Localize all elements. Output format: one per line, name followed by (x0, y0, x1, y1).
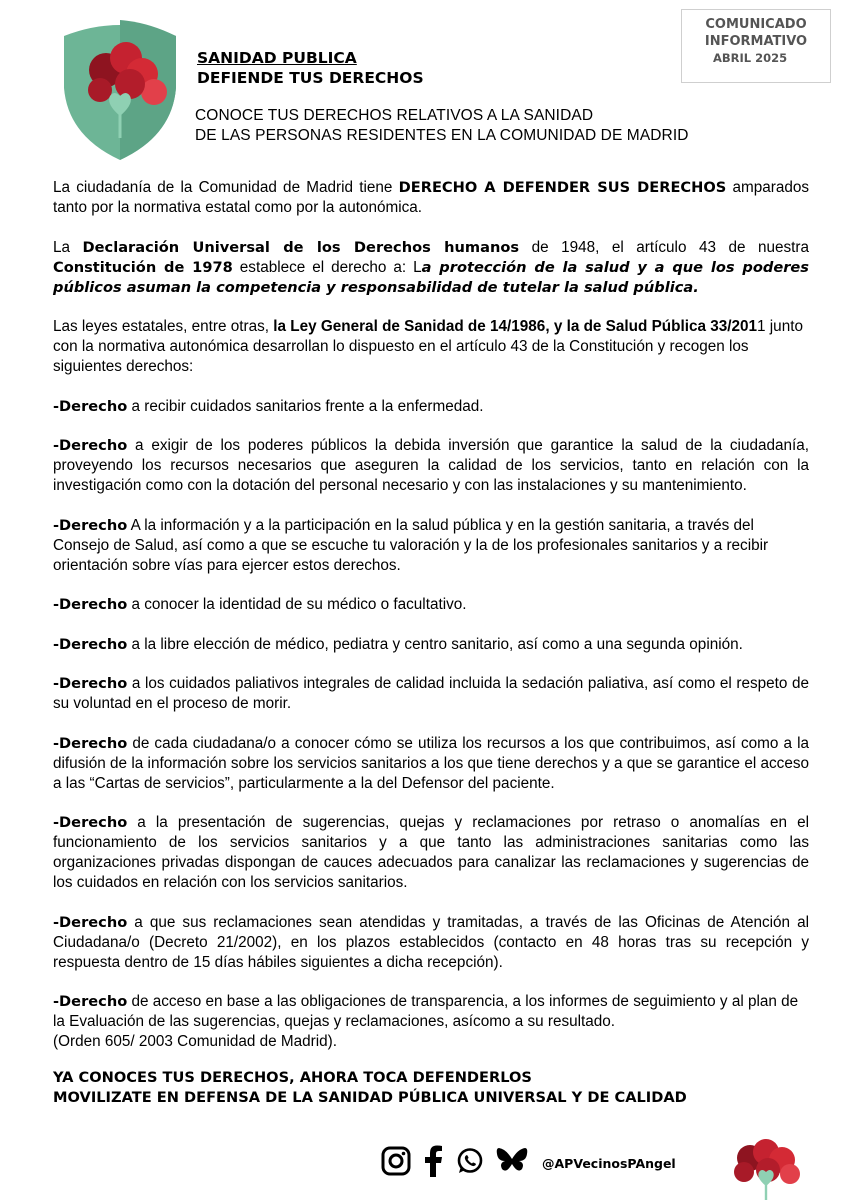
closing-line-2: MOVILIZATE EN DEFENSA DE LA SANIDAD PÚBLICA UNIVERSAL Y DE CALIDAD (53, 1089, 687, 1106)
right-text: a la presentación de sugerencias, quejas y reclamaciones por retraso o anomalías en el funcionamiento de los servicios sanitarios y a que tanto las administraciones sanitarias como las organizaciones privadas dispongan de cauces adecuados para canalizar las reclamaciones y sugerencias de los cuidados en relación con los servicios sanitarios. (53, 814, 809, 891)
closing-line-1: YA CONOCES TUS DERECHOS, AHORA TOCA DEFENDERLOS (53, 1069, 532, 1086)
right-label: -Derecho (53, 596, 128, 613)
shield-logo (60, 18, 180, 163)
social-bar (380, 1145, 676, 1181)
right-item (53, 595, 809, 615)
brand-line-1: SANIDAD PUBLICA (197, 49, 357, 67)
right-item (53, 992, 809, 1032)
instagram-icon[interactable] (380, 1145, 412, 1182)
right-label: -Derecho (53, 397, 128, 415)
closing-call (53, 1068, 687, 1108)
right-text: de acceso en base a las obligaciones de transparencia, a los informes de seguimiento y al plan de la Evaluación de las sugerencias, quejas y reclamaciones, asícomo a su resultado. (53, 993, 799, 1030)
order-note: (Orden 605/ 2003 Comunidad de Madrid). (53, 1033, 338, 1050)
right-label: -Derecho (53, 913, 128, 931)
intro-text: La ciudadanía de la Comunidad de Madrid tiene (53, 179, 399, 196)
whatsapp-icon[interactable] (456, 1147, 484, 1180)
right-item (53, 813, 809, 893)
right-label: -Derecho (53, 734, 128, 752)
right-item (53, 397, 809, 417)
intro-emphasis: DERECHO A DEFENDER SUS DERECHOS (398, 179, 727, 196)
right-text: a que sus reclamaciones sean atendidas y tramitadas, a través de las Oficinas de Atención al Ciudadana/o (Decreto 21/2002), en los plazos establecidos (contacto en 48 horas tras su recepción y respuesta dentro de 15 días hábiles siguientes a dicha recepción). (53, 913, 809, 971)
document-body (53, 178, 809, 1072)
brand-title (197, 48, 424, 88)
social-handle[interactable]: @APVecinosPAngel (542, 1155, 676, 1171)
document-subtitle (195, 106, 689, 146)
right-label: -Derecho (53, 675, 128, 692)
right-item (53, 635, 809, 655)
subtitle-line-1: CONOCE TUS DERECHOS RELATIVOS A LA SANIDAD (195, 107, 594, 124)
bluesky-icon[interactable] (496, 1147, 528, 1180)
constitution-emphasis: Constitución de 1978 (53, 258, 233, 276)
right-label: -Derecho (53, 437, 128, 454)
badge-line-2: INFORMATIVO (704, 34, 808, 49)
right-item (53, 436, 809, 496)
laws-paragraph (53, 317, 809, 377)
right-label: -Derecho (53, 516, 128, 534)
laws-text-a: Las leyes estatales, entre otras, (53, 318, 274, 335)
right-label: -Derecho (53, 993, 128, 1010)
decl-quote: a protección de la salud y a que los poderes públicos asuman la competencia y responsabilidad de tutelar la salud pública. (53, 258, 809, 296)
right-item (53, 516, 809, 576)
right-item (53, 913, 809, 973)
decl-text-e: establece el derecho a: L (232, 258, 422, 276)
intro-paragraph (53, 178, 809, 218)
right-item (53, 674, 809, 714)
declaration-paragraph (53, 238, 809, 298)
right-text: A la información y a la participación en la salud pública y en la gestión sanitaria, a través del Consejo de Salud, así como a que se escuche tu valoración y la de los profesionales sanitarios y a recibir orientación sobre vías para ejercer estos derechos. (53, 516, 769, 574)
hearts-logo (730, 1138, 804, 1200)
right-label: -Derecho (53, 635, 128, 653)
decl-emphasis: Declaración Universal de los Derechos humanos (82, 238, 520, 256)
laws-emphasis: la Ley General de Sanidad de 14/1986, y la de Salud Pública 33/201 (273, 318, 758, 335)
badge-date: ABRIL 2025 (713, 51, 788, 65)
subtitle-line-2: DE LAS PERSONAS RESIDENTES EN LA COMUNIDAD DE MADRID (195, 127, 689, 144)
right-text: a los cuidados paliativos integrales de calidad incluida la sedación paliativa, así como el respeto de su voluntad en el proceso de morir. (53, 675, 809, 712)
facebook-icon[interactable] (424, 1145, 444, 1182)
right-text: a la libre elección de médico, pediatra y centro sanitario, así como a una segunda opinión. (127, 635, 743, 653)
right-text: a recibir cuidados sanitarios frente a la enfermedad. (127, 397, 484, 415)
right-label: -Derecho (53, 814, 128, 831)
comunicado-badge (681, 9, 831, 83)
brand-line-2: DEFIENDE TUS DERECHOS (197, 69, 424, 87)
laws-text-c: 1 junto con la normativa autonómica desarrollan lo dispuesto en el artículo 43 de la Constitución y recogen los siguientes derechos: (53, 318, 803, 375)
right-item (53, 734, 809, 794)
intro-text-end: amparados tanto por la normativa estatal como por la autonómica. (53, 179, 810, 216)
decl-text-a: La (53, 238, 83, 256)
decl-text-c: de 1948, el artículo 43 de nuestra (519, 238, 810, 256)
badge-line-1: COMUNICADO (705, 17, 807, 32)
right-text: a exigir de los poderes públicos la debida inversión que garantice la salud de la ciudadanía, proveyendo los recursos necesarios que aseguren la calidad de los servicios, tanto en relación con la investigación como con la dotación del personal necesario y con las instalaciones y su mantenimiento. (53, 437, 809, 494)
right-text: de cada ciudadana/o a conocer cómo se utiliza los recursos a los que contribuimos, así como a la difusión de la información sobre los servicios sanitarios a los que tiene derechos y a que se garantice el acceso a las “Cartas de servicios”, particularmente a la del Defensor del paciente. (53, 734, 809, 792)
right-text: a conocer la identidad de su médico o facultativo. (127, 596, 467, 613)
